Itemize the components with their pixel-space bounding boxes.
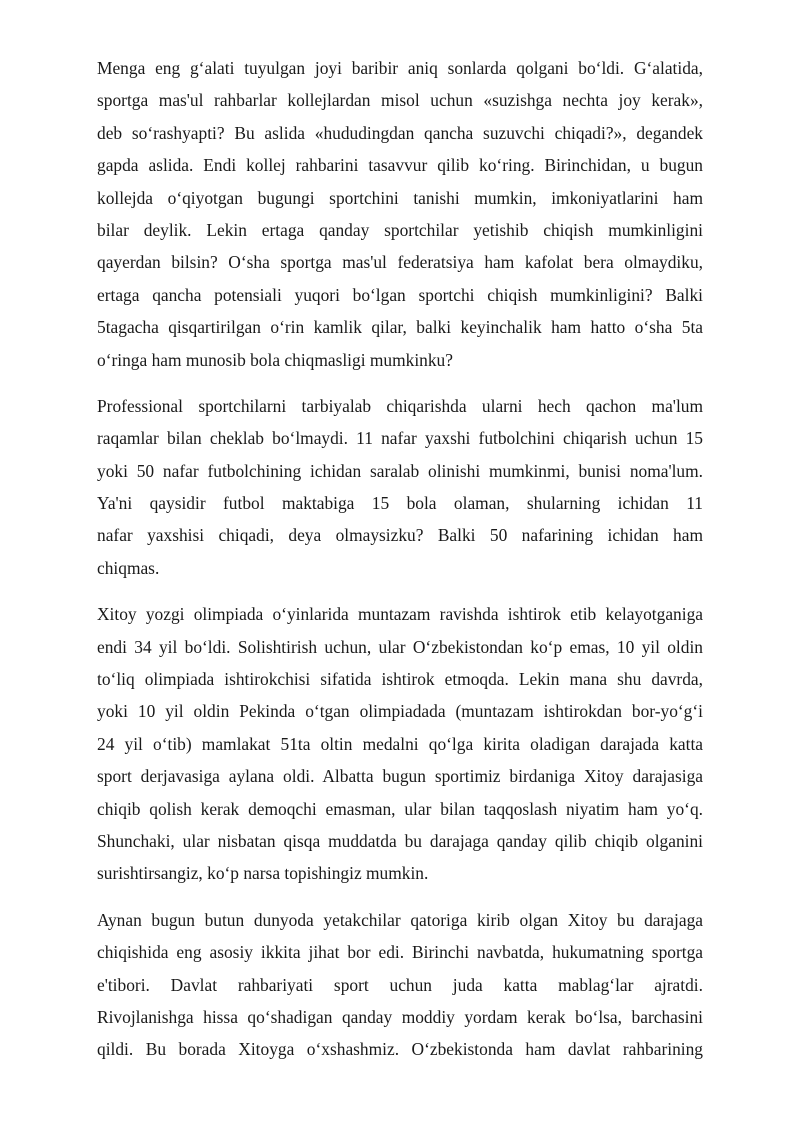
text-line: 24 yil o‘tib) mamlakat 51ta oltin medalni qo‘lga kirita oladigan darajada katta (97, 733, 703, 754)
text-line: Rivojlanishga hissa qo‘shadigan qanday moddiy yordam kerak bo‘lsa, barchasini (97, 1006, 703, 1027)
text-line: Shunchaki, ular nisbatan qisqa muddatda bu darajaga qanday qilib chiqib olganini (97, 830, 703, 851)
text-line: sportga mas'ul rahbarlar kollejlardan misol uchun «suzishga nechta joy kerak», (97, 90, 703, 111)
text-line: Professional sportchilarni tarbiyalab chiqarishda ularni hech qachon ma'lum (97, 395, 703, 416)
text-line: qayerdan bilsin? O‘sha sportga mas'ul federatsiya ham kafolat bera olmaydiku, (97, 252, 703, 273)
text-line: sport derjavasiga aylana oldi. Albatta bugun sportimiz birdaniga Xitoy darajasiga (97, 766, 703, 787)
paragraph-4 (97, 904, 703, 1066)
text-line: deb so‘rashyapti? Bu aslida «hududingdan qancha suzuvchi chiqadi?», degandek (97, 122, 703, 143)
paragraph-1 (97, 52, 703, 376)
text-line: yoki 10 yil oldin Pekinda o‘tgan olimpiadada (muntazam ishtirokdan bor-yo‘g‘i (97, 701, 703, 722)
text-line: o‘ringa ham munosib bola chiqmasligi mumkinku? (97, 349, 453, 370)
text-line: chiqib qolish kerak demoqchi emasman, ular bilan taqqoslash niyatim ham yo‘q. (97, 798, 703, 819)
text-line: Aynan bugun butun dunyoda yetakchilar qatoriga kirib olgan Xitoy bu darajaga (97, 909, 703, 930)
text-line: 5tagacha qisqartirilgan o‘rin kamlik qilar, balki keyinchalik ham hatto o‘sha 5ta (97, 317, 703, 338)
paragraph-3 (97, 598, 703, 890)
text-line: qildi. Bu borada Xitoyga o‘xshashmiz. O‘zbekistonda ham davlat rahbarining (97, 1039, 703, 1060)
text-line: chiqmas. (97, 557, 160, 578)
text-line: ertaga qancha potensiali yuqori bo‘lgan sportchi chiqish mumkinligini? Balki (97, 284, 703, 305)
text-line: gapda aslida. Endi kollej rahbarini tasavvur qilib ko‘ring. Birinchidan, u bugun (97, 155, 703, 176)
text-line: Menga eng g‘alati tuyulgan joyi baribir aniq sonlarda qolgani bo‘ldi. G‘alatida, (97, 58, 703, 78)
text-line: surishtirsangiz, ko‘p narsa topishingiz mumkin. (97, 863, 429, 884)
text-line: Ya'ni qaysidir futbol maktabiga 15 bola olaman, shularning ichidan 11 (97, 493, 703, 514)
text-line: Xitoy yozgi olimpiada o‘yinlarida muntazam ravishda ishtirok etib kelayotganiga (97, 604, 703, 625)
text-line: kollejda o‘qiyotgan bugungi sportchini tanishi mumkin, imkoniyatlarini ham (97, 187, 703, 208)
paragraph-2 (97, 390, 703, 584)
text-line: bilar deylik. Lekin ertaga qanday sportchilar yetishib chiqish mumkinligini (97, 219, 703, 240)
text-line: yoki 50 nafar futbolchining ichidan saralab olinishi mumkinmi, bunisi noma'lum. (97, 460, 703, 481)
text-line: raqamlar bilan cheklab bo‘lmaydi. 11 nafar yaxshi futbolchini chiqarish uchun 15 (97, 428, 703, 449)
text-line: endi 34 yil bo‘ldi. Solishtirish uchun, ular O‘zbekistondan ko‘p emas, 10 yil oldin (97, 636, 703, 657)
text-line: chiqishida eng asosiy ikkita jihat bor edi. Birinchi navbatda, hukumatning sportga (97, 942, 703, 963)
text-line: to‘liq olimpiada ishtirokchisi sifatida ishtirok etmoqda. Lekin mana shu davrda, (97, 669, 703, 690)
document-page (97, 52, 703, 1080)
text-line: e'tibori. Davlat rahbariyati sport uchun juda katta mablag‘lar ajratdi. (97, 974, 703, 995)
text-line: nafar yaxshisi chiqadi, deya olmaysizku? Balki 50 nafarining ichidan ham (97, 525, 703, 546)
